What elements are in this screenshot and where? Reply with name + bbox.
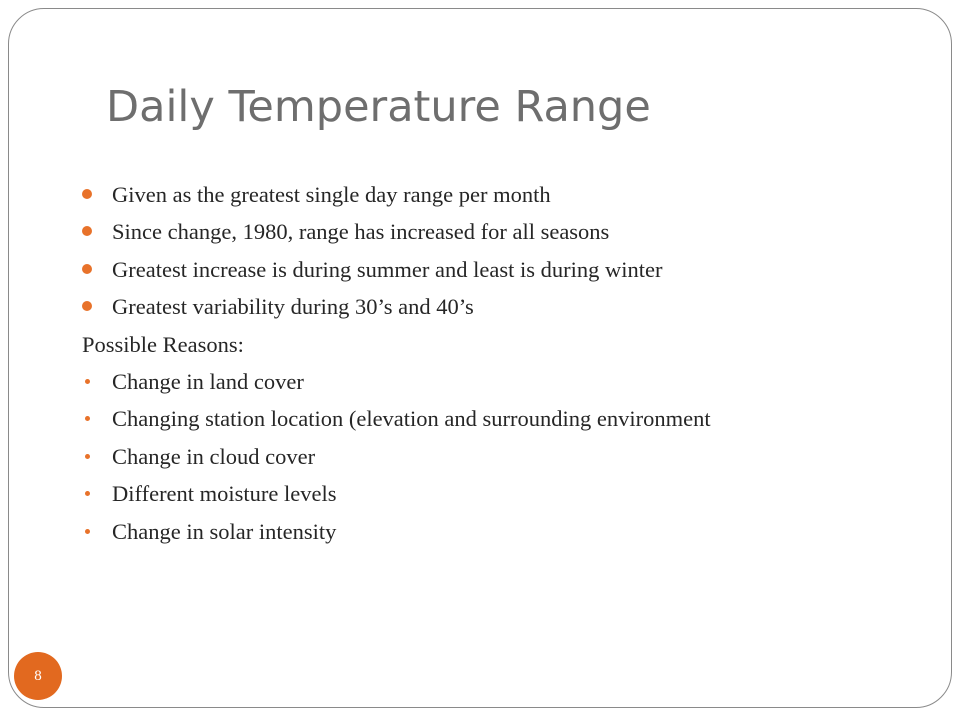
bullet-item: [82, 176, 711, 213]
reason-text: Different moisture levels: [112, 481, 337, 507]
bullet-text: Given as the greatest single day range per month: [112, 182, 551, 207]
slide-title: Daily Temperature Range: [106, 82, 651, 132]
bullet-dot-icon: [82, 226, 92, 236]
small-bullet-icon: [85, 379, 90, 384]
page-number-badge: 8: [14, 652, 62, 700]
reason-text: Change in cloud cover: [112, 443, 316, 469]
bullet-item: [82, 213, 711, 250]
reason-item: [82, 475, 711, 512]
reason-item: [82, 513, 711, 550]
bullet-text: Greatest increase is during summer and least is during winter: [112, 256, 663, 282]
bullet-item: [82, 288, 711, 325]
small-bullet-icon: [85, 416, 90, 421]
bullet-text: Since change, 1980, range has increased for all seasons: [112, 219, 610, 245]
small-bullet-icon: [85, 491, 90, 496]
small-bullet-icon: [85, 454, 90, 459]
reason-item: [82, 363, 711, 400]
reason-text: Change in solar intensity: [112, 518, 337, 544]
bullet-text: Greatest variability during 30’s and 40’s: [112, 294, 474, 320]
bullet-dot-icon: [82, 264, 92, 274]
reason-item: [82, 438, 711, 475]
bullet-dot-icon: [82, 301, 92, 311]
bullet-item: [82, 251, 711, 288]
bullet-dot-icon: [82, 189, 92, 199]
reason-text: Changing station location (elevation and surrounding environment: [112, 406, 711, 432]
small-bullet-icon: [85, 529, 90, 534]
slide-content: [82, 176, 711, 550]
reason-text: Change in land cover: [112, 369, 304, 395]
possible-reasons-heading: Possible Reasons:: [82, 331, 244, 357]
reason-item: [82, 400, 711, 437]
